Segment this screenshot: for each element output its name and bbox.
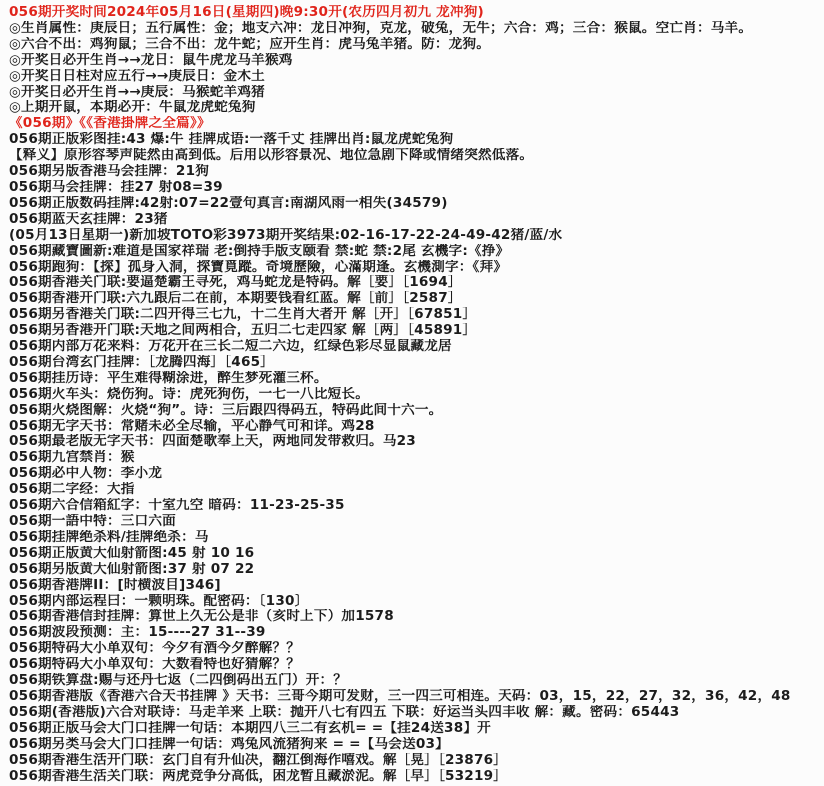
text-line: 056期内部运程曰：一颗明珠。配密码：〔130〕 <box>9 593 309 609</box>
text-line: ◎开奖日必开生肖→→庚辰：马猴蛇羊鸡猪 <box>9 84 265 100</box>
text-line: ◎开奖日必开生肖→→龙日：鼠牛虎龙马羊猴鸡 <box>9 52 293 68</box>
text-line: 056期香港牌II：[时横波目]346] <box>9 577 221 593</box>
text-line: ◎生肖属性：庚辰日；五行属性：金；地支六冲：龙日冲狗，克龙，破兔，无牛；六合：鸡；三合：猴鼠。空亡肖：马羊。 <box>9 20 753 36</box>
text-line: 056期内部万花来料：万花开在三长二短二六边，红绿色彩尽显鼠藏龙居 <box>9 339 452 355</box>
text-line: (05月13日星期一)新加坡TOTO彩3973期开奖结果:02-16-17-22-24-49-42猪/蓝/水 <box>9 227 563 243</box>
text-line: 056期特码大小单双句：今夕有酒今夕醉解？？ <box>9 641 301 657</box>
text-line: 056期香港生活开门联：玄门自有升仙决，翻江倒海作嘻戏。解［晃］［23876］ <box>9 752 508 768</box>
issue-title-line: 《056期》《《香港掛牌之全篇》》 <box>9 116 211 132</box>
draw-time-header-line: 056期开奖时间2024年05月16日(星期四)晚9:30开(农历四月初九 龙冲狗) <box>9 5 484 20</box>
text-line: 056期台湾玄门挂牌：［龙腾四海］［465］ <box>9 354 275 370</box>
text-line: 056期香港关门联:要逼楚霸王寻死，鸡马蛇龙是特码。解［要］［1694］ <box>9 275 462 291</box>
text-line: 056期香港开门联:六九跟后二在前，本期要钱看红蓝。解［前］［2587］ <box>9 291 462 307</box>
text-line: ◎六合不出：鸡狗鼠；三合不出：龙牛蛇；应开生肖：虎马兔羊猪。防：龙狗。 <box>9 36 491 52</box>
text-line: 056期六合信箱紅字：十室九空 暗码：11-23-25-35 <box>9 498 345 514</box>
text-line: 056期特码大小单双句：大数看特也好猜解？？ <box>9 657 301 673</box>
text-line: ◎上期开鼠，本期必开：牛鼠龙虎蛇兔狗 <box>9 100 256 116</box>
text-line: 056期火烧图解：火烧“狗”。诗：三后跟四得码五，特码此间十六一。 <box>9 402 443 418</box>
text-line: 056期正版数码挂牌:42射:07=22壹句真言:南湖风雨一相失(34579) <box>9 195 448 211</box>
text-line: 056期火车头：烧伤狗。诗：虎死狗伤，一七一八比短长。 <box>9 386 370 402</box>
text-line: 056期无字天书：常赌未必全尽输，平心静气可和详。鸡28 <box>9 418 375 434</box>
text-line: 056期九宫禁肖：猴 <box>9 450 135 466</box>
text-line: 056期另香港关门联:二四开得三七九，十二生肖大者开 解［开］［67851］ <box>9 307 477 323</box>
text-line: 056期跑狗：【探】孤身入洞，探寶覓蹤。奇境歷險，心滿期逢。玄機測字：《拜》 <box>9 259 508 275</box>
text-line: 056期香港生活关门联：两虎竞争分高低，困龙暂且藏淤泥。解［早］［53219］ <box>9 768 508 784</box>
text-line: 056期波段预测：主：15----27 31--39 <box>9 625 266 641</box>
text-line: 056期正版彩图挂:43 爆:牛 挂牌成语:一落千丈 挂牌出肖:鼠龙虎蛇兔狗 <box>9 132 454 148</box>
text-line: 056期二字经：大指 <box>9 482 135 498</box>
text-line: 056期马会挂牌：挂27 射08=39 <box>9 179 223 195</box>
text-line: 056期必中人物：李小龙 <box>9 466 163 482</box>
text-line: 056期(香港版)六合对联诗：马走羊来 上联：抛开八七有四五 下联：好运当头四丰收 解：藏。密码：65443 <box>9 704 680 720</box>
text-line: ◎开奖日日柱对应五行→→庚辰日：金木土 <box>9 68 265 84</box>
text-line: 056期香港版《香港六合天书挂牌 》天书：三哥今期可发财，三一四三可相连。天码：03，15，22，27，32，36，42，48 <box>9 688 791 704</box>
text-line: 056期一語中特：三口六面 <box>9 514 176 529</box>
text-line: 056期挂历诗：平生难得糊涂进，醉生梦死灌三杯。 <box>9 370 328 386</box>
text-line: 056期另版黄大仙射箭图:37 射 07 22 <box>9 561 255 577</box>
text-line: 056期香港信封挂牌：算世上久无公是非（亥时上下）加1578 <box>9 609 394 625</box>
text-line: 056期另版香港马会挂牌：21狗 <box>9 164 210 180</box>
text-line: 056期藏寶圖新:难道是国家祥瑞 老:倒持手版支颐看 禁:蛇 禁:2尾 玄機字:《挣》 <box>9 243 510 259</box>
text-line: 056期挂牌绝杀料/挂牌绝杀：马 <box>9 529 209 545</box>
text-line: 056期另香港开门联:天地之间两相合，五归二七走四家 解［两］［45891］ <box>9 323 477 339</box>
text-line: 056期正版马会大门口挂牌一句话：本期四八三二有玄机= =【挂24送38】开 <box>9 720 491 736</box>
text-line: 056期最老版无字天书：四面楚歌奉上天，两地同发带救归。马23 <box>9 434 416 450</box>
text-line: 056期蓝天玄挂牌：23猪 <box>9 211 168 227</box>
text-line: 056期另类马会大门口挂牌一句话：鸡兔风流猪狗来 = =【马会送03】 <box>9 736 449 752</box>
text-line: 056期正版黄大仙射箭图:45 射 10 16 <box>9 545 255 561</box>
text-line: 【释义】原形容琴声陡然由高到低。后用以形容景况、地位急剧下降或情绪突然低落。 <box>9 148 534 164</box>
text-line: 056期铁算盘:赐与还丹七返（二四倒码出五门）开：？ <box>9 673 348 689</box>
